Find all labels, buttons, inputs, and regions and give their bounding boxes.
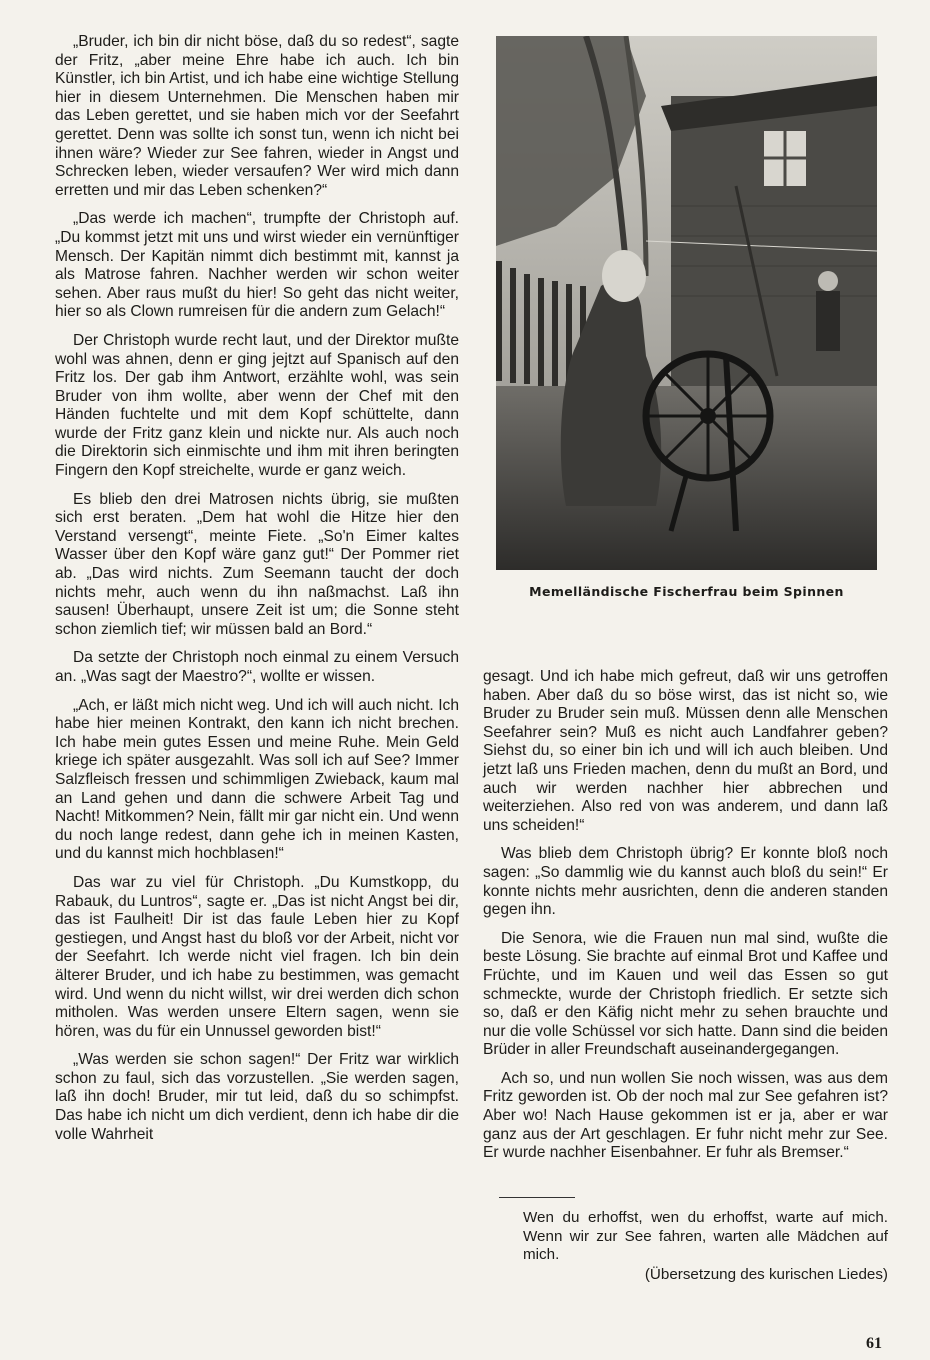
verse-attribution: (Übersetzung des kurischen Liedes)	[644, 1265, 888, 1283]
paragraph: Das war zu viel für Christoph. „Du Kumstkopp, du Rabauk, du Luntros“, sagte er. „Das ist nicht Angst bei dir, das ist Faulheit! Dir ist das faule Leben hier zu Kopf gestiegen, und Angst hast du bloß vor der Arbeit, nicht vor der Seefahrt. Ich werde nicht viel fragen. Ich bin dein älterer Bruder, und ich habe zu bestimmen, was gemacht wird. Und wenn du nicht willst, wir drei werden dich schon mitholen. Was werden unsere Eltern sagen, wenn sie hören, was du für ein Unnussel geworden bist!“	[55, 873, 459, 1040]
article-column-right	[483, 668, 888, 1173]
paragraph: „Bruder, ich bin dir nicht böse, daß du so redest“, sagte der Fritz, „aber meine Ehre habe ich auch. Ich bin Künstler, ich bin Artist, und ich habe eine wichtige Stellung hier in diesem Unternehmen. Die Menschen haben mir das Leben gerettet, und sie haben mich vor der Seefahrt gerettet. Denn was sollte ich sonst tun, wenn ich nicht bei ihnen wäre? Wieder zur See fahren, wieder in Angst und Schrecken leben, wieder versaufen? Wer wird mich dann erretten und mir das Leben schenken?“	[55, 33, 459, 199]
fisherwoman-spinning-photo	[496, 36, 877, 570]
verse-text: Wen du erhoffst, wen du erhoffst, warte auf mich. Wenn wir zur See fahren, warten alle Mädchen auf mich.	[523, 1209, 888, 1264]
paragraph: gesagt. Und ich habe mich gefreut, daß wir uns getroffen haben. Aber daß du so böse wirst, das ist nicht so, wie Bruder zu Bruder sein muß. Müssen denn alle Menschen Seefahrer sein? Muß es nicht auch Landfahrer geben? Siehst du, so einer bin ich und will ich auch bleiben. Und jetzt laß uns Frieden machen, denn du mußt an Bord, und auch wir werden nachher hier abbrechen und weiterziehen. Also red von was anderem, und dann laß uns scheiden!“	[483, 668, 888, 834]
paragraph: „Das werde ich machen“, trumpfte der Christoph auf. „Du kommst jetzt mit uns und wirst wieder ein vernünftiger Mensch. Der Kapitän nimmt dich bestimmt mit, kannst ja als Matrose fahren. Nachher werden wir schon weiter sehen. Aber raus mußt du hier! So geht das nicht weiter, hier so als Clown rumreisen für die andern zum Gelach!“	[55, 210, 459, 321]
paragraph: Ach so, und nun wollen Sie noch wissen, was aus dem Fritz geworden ist. Ob der noch mal zur See gefahren ist? Aber wo! Nach Hause gekommen ist er ja, aber er war ganz aus der Art geschlagen. Er fuhr nicht mehr zur See. Er wurde nachher Eisenbahner. Er fuhr als Bremser.“	[483, 1069, 888, 1162]
paragraph: Der Christoph wurde recht laut, und der Direktor mußte wohl was ahnen, denn er ging jejtzt auf Spanisch auf den Fritz los. Der gab ihm Antwort, erzählte wohl, was sein Bruder von ihm wollte, aber wenn der Chef mit den Händen fuchtelte und mit dem Kopf schüttelte, dann wurde der Fritz ganz klein und nickte nur. Als auch noch die Direktorin sich einmischte und ihm mit ihren beringten Fingern den Kopf streichelte, wurde er ganz weich.	[55, 331, 459, 480]
song-verse	[523, 1209, 888, 1284]
paragraph: „Ach, er läßt mich nicht weg. Und ich will auch nicht. Ich habe hier meinen Kontrakt, den kann ich nicht brechen. Ich habe mein gutes Essen und meine Ruhe. Mein Geld kriege ich später ausgezahlt. Was soll ich auf See? Immer Salzfleisch fressen und schimmligen Zwieback, kaum mal an Land gehen und dann die schwere Arbeit Tag und Nacht! Mitkommen? Nein, fällt mir gar nicht ein. Und wenn du noch lange redest, dann gehe ich in meinen Kasten, und du kannst mich hochblasen!“	[55, 696, 459, 863]
paragraph: Es blieb den drei Matrosen nichts übrig, sie mußten sich erst beraten. „Dem hat wohl die Hitze hier den Verstand versengt“, meinte Fiete. „So'n Eimer kaltes Wasser über den Kopf wäre ganz gut!“ Der Pommer riet ab. „Das wird nichts. Zum Seemann taucht der doch nichts mehr, auch wenn du ihn naßmachst. Laß ihn sausen! Überhaupt, unsere Zeit ist um; die Sonne steht schon ziemlich tief; wir müssen bald an Bord.“	[55, 490, 459, 638]
paragraph: „Was werden sie schon sagen!“ Der Fritz war wirklich schon zu faul, sich das vorzustellen. „Sie werden sagen, laß ihn doch! Bruder, mir tut leid, daß du so schimpfst. Das habe ich nicht um dich verdient, denn ich habe dir die volle Wahrheit	[55, 1051, 459, 1143]
photo-caption: Memelländische Fischerfrau beim Spinnen	[529, 584, 844, 599]
article-column-left	[55, 33, 459, 1154]
paragraph: Die Senora, wie die Frauen nun mal sind, wußte die beste Lösung. Sie brachte auf einmal Brot und Kaffee und Früchte, und im Kauen und weil das Essen so gut schmeckte, wurde der Christoph friedlich. Er setzte sich so, daß er den Käfig nicht mehr zu sehen brauchte und nur die volle Schüssel vor sich hatte. Dann sind die beiden Brüder in aller Freundschaft auseinandergegangen.	[483, 929, 888, 1059]
paragraph: Da setzte der Christoph noch einmal zu einem Versuch an. „Was sagt der Maestro?“, wollte er wissen.	[55, 649, 459, 685]
page-number: 61	[866, 1335, 882, 1352]
photo-figure	[496, 36, 877, 599]
section-separator	[499, 1197, 575, 1198]
paragraph: Was blieb dem Christoph übrig? Er konnte bloß noch sagen: „So dammlig wie du kannst auch bloß du sein!“ Er konnte nichts mehr ausrichten, denn die anderen standen gegen ihn.	[483, 845, 888, 919]
